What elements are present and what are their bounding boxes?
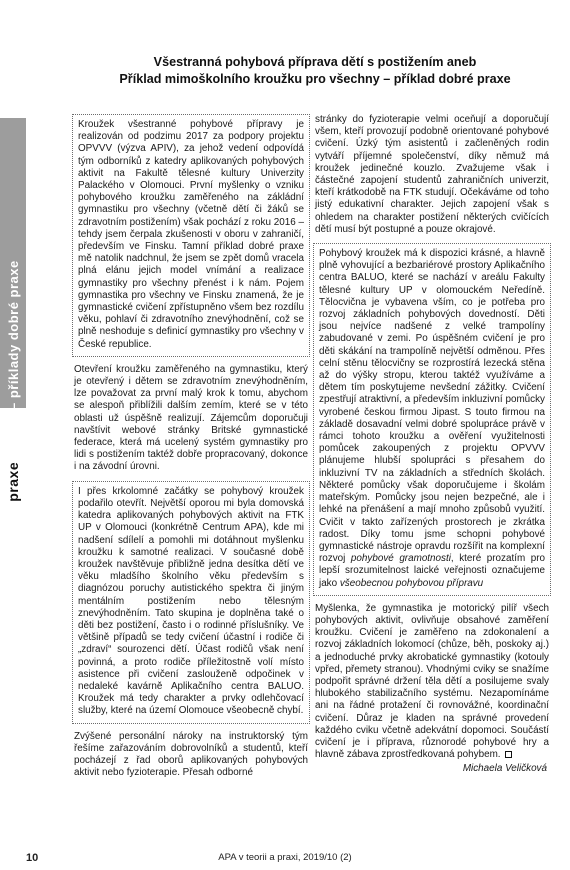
continuation-paragraph-text: stránky do fyzioterapie velmi oceňují a doporučují všem, kteří provozují podobně orientované pohybové cvičení. Úzký tým asistentů i začleněných rodin vytváří příjemné společenství, díky němuž má kroužek jedinečné kouzlo. Zvažujeme však i částečné zapojení studentů zahraničních univerzit, kteří krátkodobě na FTK studují. Očekáváme od toho jistý edukativní charakter. Jejich zapojení však s ohledem na charakter postižení některých cvičících dětí musí být postupné a pouze okrajové. bbox=[315, 114, 549, 235]
opening-paragraph bbox=[72, 364, 310, 474]
beginnings-box-text: I přes krkolomné začátky se pohybový kroužek podařilo otevřít. Největší oporou mi byla domovská katedra aplikovaných pohybových aktivit na FTK UP v Olomouci (konkrétně Centrum APA), kde mi nadšení sdílelí a pomohli mi dotáhnout myšlenku kroužku k samotné realizaci. V současné době kroužek navštěvuje přibližně jedna desítka dětí ve věku mladšího školního věku především s diagnózou poruchy autistického spektra či jiným mentálním postižením nebo tělesným znevýhodněním. Tato skupina je doplněna také o děti bez postižení, často i o rodinné příslušníky. Ve většině případů se tedy cvičení účastní i rodiče či „zdraví“ sourozenci dětí. Účast rodičů však není povinná, a proto rodiče příležitostně volí místo asistence při cvičení zaslouženě odpočinek v nedaleké kavárně Aplikačního centra BALUO. Kroužek má tedy charakter a prvky odlehčovací služby, které na území Olomouce všeobecně chybí. bbox=[78, 485, 304, 717]
content-paragraph-text bbox=[315, 603, 549, 762]
right-column bbox=[313, 114, 551, 783]
beginnings-box bbox=[72, 481, 310, 724]
intro-box bbox=[72, 114, 310, 357]
section-label-strong: praxe bbox=[5, 461, 21, 502]
facilities-text-mid: , které prozatím pro lepší srozumitelnost laické veřejnosti označujeme jako bbox=[319, 553, 546, 589]
page-number: 10 bbox=[26, 852, 39, 864]
title-line-2: Příklad mimoškolního kroužku pro všechny – příklad dobré praxe bbox=[119, 72, 511, 86]
content-paragraph bbox=[313, 603, 551, 776]
section-label-rest: – APIV – příklady dobré praxe bbox=[6, 260, 21, 462]
term-general-preparation: všeobecnou pohybovou přípravu bbox=[339, 577, 484, 589]
left-column bbox=[72, 114, 310, 786]
staffing-paragraph-text: Zvýšené personální nároky na instruktorský tým řešíme zařazováním dobrovolníků a studentů, kteří pocházejí z řad oborů aplikovaných pohybových aktivit nebo fyzioterapie. Přesah odborné bbox=[74, 730, 308, 779]
end-of-article-icon bbox=[505, 751, 512, 758]
section-side-tab bbox=[0, 118, 26, 502]
title-line-1: Všestranná pohybová příprava dětí s postižením aneb bbox=[153, 55, 477, 69]
journal-citation: APA v teorii a praxi, 2019/10 (2) bbox=[218, 852, 352, 863]
article-title bbox=[80, 54, 550, 88]
continuation-paragraph bbox=[313, 114, 551, 236]
opening-paragraph-text: Otevření kroužku zaměřeného na gymnastiku, který je otevřený i dětem se zdravotním znevýhodněním, lze považovat za první malý krok k tomu, abychom se alespoň přiblížili dalším zemím, které se v této oblasti už úspěšně realizují. Zájemcům doporučuji navštívit webové stránky Britské gymnastické federace, která má ucelený systém gymnastiky pro lidi s postižením taktéž dobře propracovaný, dokonce i na závodní úrovni. bbox=[74, 363, 308, 473]
facilities-box bbox=[313, 243, 551, 596]
staffing-paragraph bbox=[72, 731, 310, 780]
section-label bbox=[5, 260, 21, 502]
facilities-box-text bbox=[319, 248, 545, 590]
intro-box-text: Kroužek všestranné pohybové přípravy je realizován od podzimu 2017 za podpory projektu OPVVV (výzva APIV), za jehož vedení odpovídá tým odborníků z katedry aplikovaných pohybových aktivit na Fakultě tělesné kultury Univerzity Palackého v Olomouci. První myšlenky o vzniku pohybového kroužku zaměřeného na zákládní gymnastiku pro všechny (včetně dětí či žáků se zdravotním postižením) však pochází z roku 2016 – tehdy jsem čerpala zkušenosti v oboru v zahraničí, především ve Finsku. Tamní příklad dobré praxe mě natolik nadchnul, že jsem se zpět domů vracela plná elánu jejich model vnímání a realizace gymnastiky pro všechny přenést i k nám. Pojem gymnastika pro všechny ve Finsku znamená, že je gymnastické cvičení zpřístupněno všem bez rozdílu věku, pohlaví či zdravotního znevýhodnění, což se plně neshoduje s definicí gymnastiky pro všechny v České republice. bbox=[78, 119, 304, 350]
author-name: Michaela Veličková bbox=[462, 763, 547, 775]
term-motor-literacy: pohybové gramotnosti bbox=[350, 553, 451, 565]
content-paragraph-body: Myšlenka, že gymnastika je motorický pilíř všech pohybových aktivit, ovlivňuje obsahové zaměření kroužku. Cvičení je zaměřeno na zdokonalení a rozvoj základních lokomocí (chůze, běh, poskoky aj.) a jednoduché prvky akrobatické gymnastiky (kotouly vpřed, přemety stranou). Vhodnými cviky se snažíme podpořit správné držení těla dětí a posilujeme svaly hlubokého stabilizačního systému. Nezapomínáme ani na řádné protažení či rovnovážné, koordinační cvičení. Důraz je kladen na správné provedení každého cviku včetně adekvátní dopomoci. Součástí cvičení je i příprava, různorodé pohybové hry a hlavně zábava zprostředkovaná pohybem. bbox=[315, 602, 549, 761]
facilities-text-main: Pohybový kroužek má k dispozici krásné, a hlavně plně vyhovující a bezbariérové prostory Aplikačního centra BALUO, které se nachází v areálu Fakulty tělesné kultury UP v olomouckém Neředíně. Tělocvična je vybavena vším, co je potřeba pro rozvoj základních pohybových dovedností. Děti jsou nejvíce nadšené z velké trampolíny zabudované v zemi. Po úspěšném cvičení je pro děti skákání na trampolíně největší odměnou. Přes celní stěnu tělocvičny se rozprostírá lezecká stěna až do výšky stropu, kterou taktéž využíváme a dětem tím poskytujeme nevšední zážitky. Cvičení zpestřují atraktivní, a především inkluzivní pomůcky vyrobené českou firmou Jipast. S touto firmou na základě dosavadní velmi dobré spolupráce právě v rámci tohoto kroužku a ověření využitelnosti pomůcek zakoupených z projektu OPVVV plánujeme hlubší spolupráci s přesahem do inkluzivní TV na základních a středních školách. Některé pomůcky však doporučujeme i školám mateřským. Pomůcky jsou nejen bezpečné, ale i lehké na přenášení a mají mnoho způsobů využití. Cvičit v takto zařízených prostorech je zkrátka radost. Díky tomu jsme schopni pohybové gymnastické nástroje opravdu rozšířit na komplexní rozvoj bbox=[319, 248, 545, 565]
